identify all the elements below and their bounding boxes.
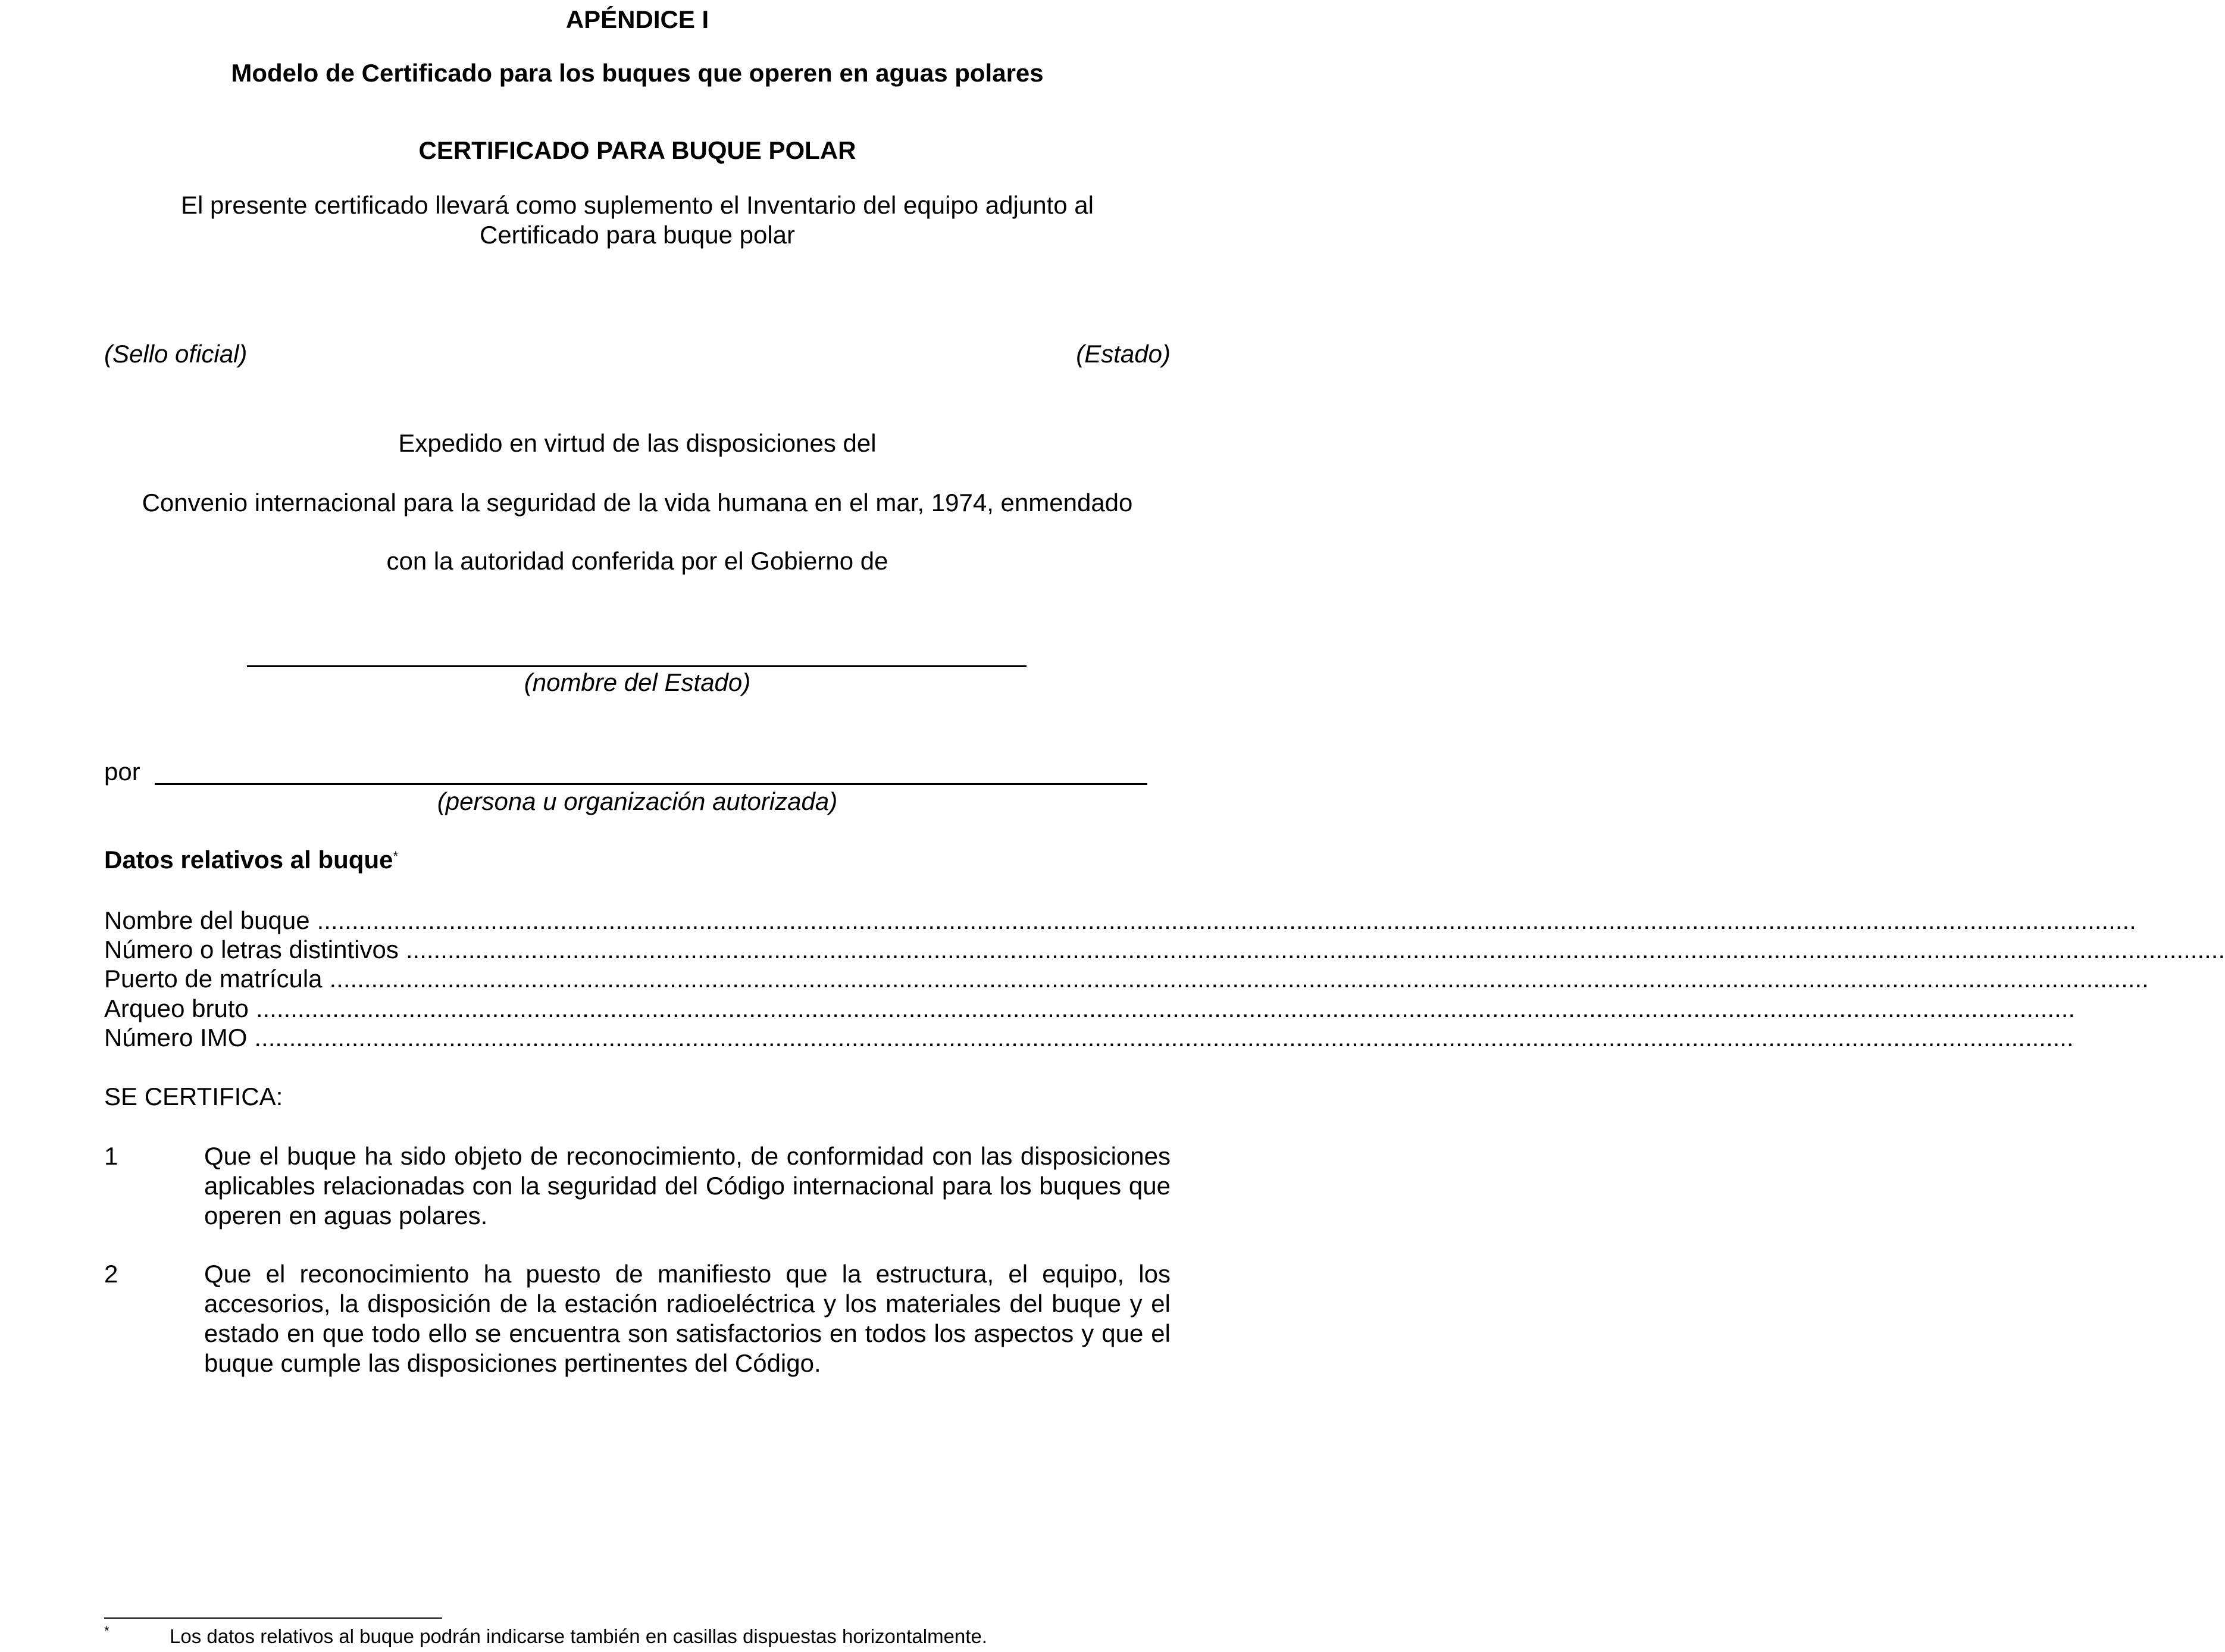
field-label: Nombre del buque [104,906,310,934]
state-name-blank-line[interactable] [247,665,1027,667]
field-dots: ...................................................................................................................................................................................................................................................................... [254,1024,2074,1052]
field-label: Arqueo bruto [104,994,249,1022]
field-gross-tonnage[interactable] [104,994,2076,1024]
issued-line-3: con la autoridad conferida por el Gobierno de [386,547,888,575]
supplement-line-2: Certificado para buque polar [479,221,795,249]
certify-item-number: 2 [104,1260,118,1288]
ship-data-footnote-marker: * [393,849,399,863]
field-dots: ...................................................................................................................................................................................................................................................................... [317,906,2136,934]
field-label: Puerto de matrícula [104,965,323,993]
certify-item-text: Que el reconocimiento ha puesto de manifiesto que la estructura, el equipo, los accesorios, la disposición de la estación radioeléctrica y los materiales del buque y el estado en que todo ello se encuentra son satisfactorios en todos los aspectos y que el buque cumple las disposiciones pertinentes del Código. [204,1260,1171,1377]
certify-item-text: Que el buque ha sido objeto de reconocimiento, de conformidad con las disposiciones aplicables relacionadas con la seguridad del Código internacional para los buques que operen en aguas polares. [204,1142,1171,1229]
field-imo-number[interactable] [104,1023,2074,1053]
field-dots: ...................................................................................................................................................................................................................................................................... [255,994,2076,1022]
state-label: (Estado) [1076,340,1171,368]
certifies-heading: SE CERTIFICA: [104,1082,283,1110]
appendix-title: APÉNDICE I [565,5,709,33]
certificate-title: CERTIFICADO PARA BUQUE POLAR [418,136,856,164]
certify-item-number: 1 [104,1142,118,1170]
supplement-line-1: El presente certificado llevará como suplemento el Inventario del equipo adjunto al [181,191,1094,219]
field-label: Número o letras distintivos [104,935,399,963]
official-seal-label: (Sello oficial) [104,340,248,368]
field-distinctive-number[interactable] [104,935,2225,965]
field-dots: ...................................................................................................................................................................................................................................................................... [405,935,2225,963]
issued-line-2: Convenio internacional para la seguridad de la vida humana en el mar, 1974, enmendado [142,489,1133,517]
footnote-text: Los datos relativos al buque podrán indicarse también en casillas dispuestas horizontalmente. [170,1625,987,1647]
issued-line-1: Expedido en virtud de las disposiciones del [398,429,877,457]
authorized-caption: (persona u organización autorizada) [437,787,838,815]
authorized-person-blank-line[interactable] [155,783,1147,785]
footnote-marker: * [104,1623,109,1638]
field-label: Número IMO [104,1024,248,1052]
field-port-of-registry[interactable] [104,964,2149,994]
por-label: por [104,758,140,786]
ship-data-heading: Datos relativos al buque* [104,846,399,874]
footnote-separator [104,1617,442,1619]
field-dots: ...................................................................................................................................................................................................................................................................... [329,965,2149,993]
field-ship-name[interactable] [104,906,2136,935]
model-title: Modelo de Certificado para los buques que operen en aguas polares [231,59,1044,87]
state-name-caption: (nombre del Estado) [524,668,751,696]
